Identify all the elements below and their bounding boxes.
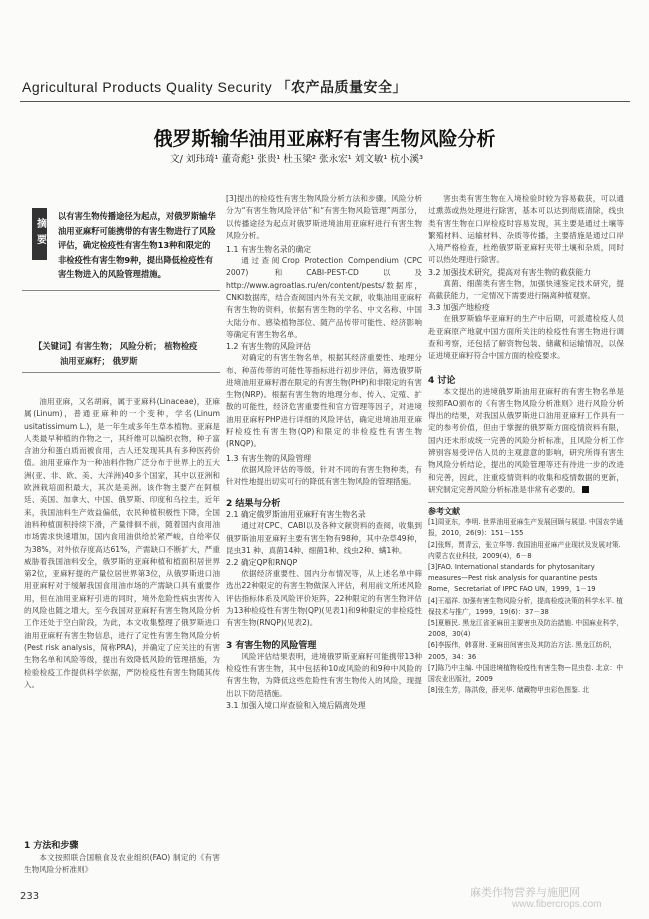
reference-item: [2]张辉，贾青云，张立华等. 我国油用亚麻产业现状及发展对策. 内蒙古农业科技，2009(4)，6－8: [428, 540, 621, 560]
reference-item: [1]周亚东，李明. 世界油用亚麻生产发展回顾与展望. 中国农学通报，2010，26(9)：151－155: [428, 518, 623, 538]
reference-item: [3]FAO. International standards for phytosanitary measures—Pest risk analysis for quarantine pests Rome，Secretariat of IPPC FAO UN，1999，1－19: [428, 563, 598, 594]
watermark-url: www.fibercrops.com: [512, 899, 602, 910]
column-3: [428, 193, 624, 696]
section-3-3-heading: 3.3 加强产地检疫: [428, 303, 490, 313]
header-rule: [20, 101, 630, 102]
reference-item: [5]夏雁民. 黑龙江省亚麻田主要害虫及防治措施. 中国麻业科学，2008，30(4): [428, 619, 623, 639]
section-1-1-heading: 1.1 有害生物名录的确定: [226, 245, 312, 255]
discussion-paragraph: [428, 386, 624, 497]
section-3-paragraph: 风险评估结果表明，进境俄罗斯亚麻籽可能携带13种检疫性有害生物，其中包括种10或风险的和9种中风险的有害生物，为降低这些危险性有害生物传入的风险，现提出以下防范措施。: [226, 651, 422, 698]
section-4-heading: 4 讨论: [428, 375, 456, 386]
references-rule: [428, 502, 624, 503]
end-mark-icon: [582, 486, 589, 493]
journal-header: [22, 77, 407, 97]
section-3-1-heading: 3.1 加强入境口岸查验和入境后隔离处理: [226, 700, 366, 710]
section-2-2-heading: 2.2 确定QP和RNQP: [226, 558, 298, 568]
references-heading: 参考文献: [428, 507, 460, 517]
abstract-text: 以有害生物传播途径为起点，对俄罗斯输华油用亚麻籽可能携带的有害生物进行了风险评估，确定检疫性有害生物13种和限定的非检疫性有害生物9种，提出降低检疫性有害生物进入的风险管理措施。: [58, 211, 216, 280]
keywords-block: [34, 339, 222, 369]
section-1-2-heading: 1.2 有害生物的风险评估: [226, 342, 312, 352]
section-3-2-paragraph: 真菌、细菌类有害生物，加强快速鉴定技术研究，提高截获能力，一定情况下需要进行隔离种植观察。: [428, 278, 624, 301]
article-authors: 文/ 刘玮琦¹ 董奇彪¹ 张贵¹ 杜玉梁² 张永宏¹ 刘文敏¹ 杭小溪³: [170, 154, 423, 165]
reference-item: [8]张生芳，陈洪俊，薛光华. 储藏物甲虫彩色图鉴. 北: [428, 686, 590, 695]
intro-paragraph: 油用亚麻，又名胡麻，属于亚麻科(Linaceae)，亚麻属(Linum)，普通亚麻种的一个变种，学名(Linum usitatissimum L.)，是一年生或多年生草本植物。亚麻是人类最早种植的作物之一，其纤维可以编织衣物，种子富含油分和蛋白质而被食用，古人还发现其具有多种医药价值。油用亚麻作为一种油料作物广泛分布于世界上的五大洲(亚、非、欧、美、大洋洲)40多个国家，其中以亚洲和欧洲栽培面积最大，其次是美洲。该作物主要产在阿根廷、美国、加拿大、中国、俄罗斯、印度和乌拉圭，近年来，我国油料生产效益偏低，农民种植积极性下降，全国油料种植面积持续下滑，产量徘徊不前，随着国内食用油市场需求快速增加，国内食用油供给於紧严峻，自给率仅为38%，对外依存度高达61%，产需缺口不断扩大，严重威胁着我国油料安全，俄罗斯的亚麻种植和植面积居世界第2位，亚麻籽提的产量位居世界第3位，从俄罗斯进口油用亚麻籽对于缓解我国食用油市场的产需缺口具有重要作用，但在油用亚麻籽引进的同时，境外危险性病虫害传入的风险也随之增大，至今我国对亚麻籽有害生物风险分析工作还处于空白阶段，为此，本文收集整理了俄罗斯进口油用亚麻籽有害生物信息，进行了定性有害生物风险分析 (Pest risk analysis，简称PRA)，并确定了应关注的有害生物名单和风险等级，提出有效降低风险的管理措施，为检验检疫工作提供科学依据，严防检疫性有害生物随其传入。: [24, 397, 220, 689]
reference-item: [7]陈乃中主编. 中国进境植物检疫性有害生物—昆虫卷. 北京：中国农业出版社，2009: [428, 663, 623, 684]
keywords-label: 【关键词】: [34, 341, 76, 351]
section-name: 「农产品质量安全」: [276, 79, 407, 95]
section-1-paragraph: 本文按照联合国粮食及农业组织(FAO) 制定的《有害生物风险分析准则》: [24, 853, 220, 875]
abstract-tag-label: 摘要: [34, 218, 46, 250]
reference-item: [4]王福祥. 加强有害生物风险分析，提高检疫决策的科学水平. 植保技术与推广，1999，19(6)：37－38: [428, 596, 623, 616]
section-3-3-paragraph: 在俄罗斯输华亚麻籽的生产中后期，可派遣检疫人员赴亚麻原产地就中国方面所关注的检疫性有害生物进行调查和考察，还包括了解资物包装、储藏和运输情况，以保证进境亚麻籽符合中国方面的检疫要求。: [428, 314, 624, 361]
section-2-heading: 2 结果与分析: [226, 499, 281, 510]
discussion-text: 本文提出的进境俄罗斯油用亚麻籽的有害生物名单是按照FAO颁布的《有害生物风险分析准则》进行风险分析得出的结果，对我国从俄罗斯进口油用亚麻籽工作具有一定的参考价值，但由于掌握的俄罗斯方面疫情资料有限，国内还未形成统一完善的风险分析标准，且风险分析工作辨别容易受评估人员的主观意意的影响，研究所得有害生物风险分析结论，提出的风险管理等还有待进一步的改进和完善，因此，注重疫情资料的收集和疫情数据的更新，研究制定完善风险分析标准是非常有必要的。: [428, 386, 624, 494]
keywords-line-1: 有害生物； 风险分析； 植物检疫: [75, 341, 198, 351]
section-1-3-paragraph: 依据风险评估的等级，针对不同的有害生物种类，有针对性地提出切实可行的降低有害生物风险的管理措施。: [226, 464, 422, 486]
section-3-heading: 3 有害生物的风险管理: [226, 640, 317, 651]
abstract-tag: [32, 208, 47, 260]
section-1-3-heading: 1.3 有害生物的风险管理: [226, 453, 312, 463]
section-2-2-paragraph: 依据经济重要性、国内分布情况等，从上述名单中筛选出22种限定的有害生物做深入评估，利用前文所述风险评估指标体系及风险评价矩阵，22种限定的有害生物评估为13种检疫性有害生物(QP)(见表1)和9种限定的非检疫性有害生物(RNQP)(见表2)。: [226, 569, 422, 628]
section-2-1-paragraph: 通过对CPC、CABI以及各种文献资料的查阅，收集到俄罗斯油用亚麻籽主要有害生物有98种，其中杂草49种，昆虫31 种、真菌14种、细菌1种、线虫2种、螨1种。: [226, 521, 422, 555]
references-list: [428, 517, 624, 696]
column-2: [226, 193, 422, 711]
page-number: 233: [20, 891, 40, 902]
keywords-rule: [22, 372, 220, 373]
section-2-1-heading: 2.1 确定俄罗斯油用亚麻籽有害生物名录: [226, 510, 366, 520]
section-1-1-paragraph: 通过查阅Crop Protection Compendium (CPC 2007) 和CABI-PEST-CD以及http://www.agroatlas.ru/en/content/pests/数据库，CNKI数据库，结合查阅国内外有关文献，收集油用亚麻籽有害生物的资料，依据有害生物的学名、中文名称、中国大陆分布、感染植物部位、随产品传带可能性、经济影响等确定有害生物名单。: [226, 256, 422, 339]
reference-item: [6]李振伟，韩喜财. 亚麻田间害虫及其防治方法. 黑龙江纺织，2005，34：36: [428, 641, 617, 661]
article-title: 俄罗斯输华油用亚麻籽有害生物风险分析: [153, 128, 496, 150]
watermark-text: 麻类作物营养与施肥网: [470, 886, 580, 899]
section-3-1-paragraph: 害虫类有害生物在入境检验时较为容易截获，可以通过熏蒸或热处理进行除害，基本可以达到彻底清除，线虫类有害生物在口岸检疫时容易发现，其主要是通过土壤等繁殖材料、运输材料、杂质等传播，主要措施是通过口岸入境严格检查，杜绝俄罗斯亚麻籽夹带土壤和杂质，同时可以热处理进行除害。: [428, 194, 624, 265]
section-1-2-paragraph: 对确定的有害生物名单，根据其经济重要性、地理分布、种苗传带的可能性等指标进行初步评估，筛选俄罗斯进境油用亚麻籽潜在限定的有害生物(PHP)和非限定的有害生物(NRP)。根据有害生物的地理分布、传入、定殖、扩散的可能性，经济危害重要性和官方管理等因子，对进境油用亚麻籽PHP进行详细的风险评估，确定进境油用亚麻籽检疫性有害生物(QP)和限定的非检疫性有害生物(RNQP)。: [226, 353, 422, 449]
section-1-heading: 1 方法和步骤: [24, 841, 79, 851]
keywords-line-2: 油用亚麻籽； 俄罗斯: [60, 356, 138, 366]
method-paragraph: [3]提出的检疫性有害生物风险分析方法和步骤。风险分析分为“有害生物风险评估”和“有害生物风险管理”两部分，以传播途径为起点对俄罗斯进境油用亚麻籽进行有害生物风险分析。: [226, 194, 422, 240]
abstract-rule: [22, 290, 220, 291]
section-3-2-heading: 3.2 加强技术研究，提高对有害生物的截获能力: [428, 267, 592, 277]
journal-name: Agricultural Products Quality Security: [22, 79, 273, 95]
